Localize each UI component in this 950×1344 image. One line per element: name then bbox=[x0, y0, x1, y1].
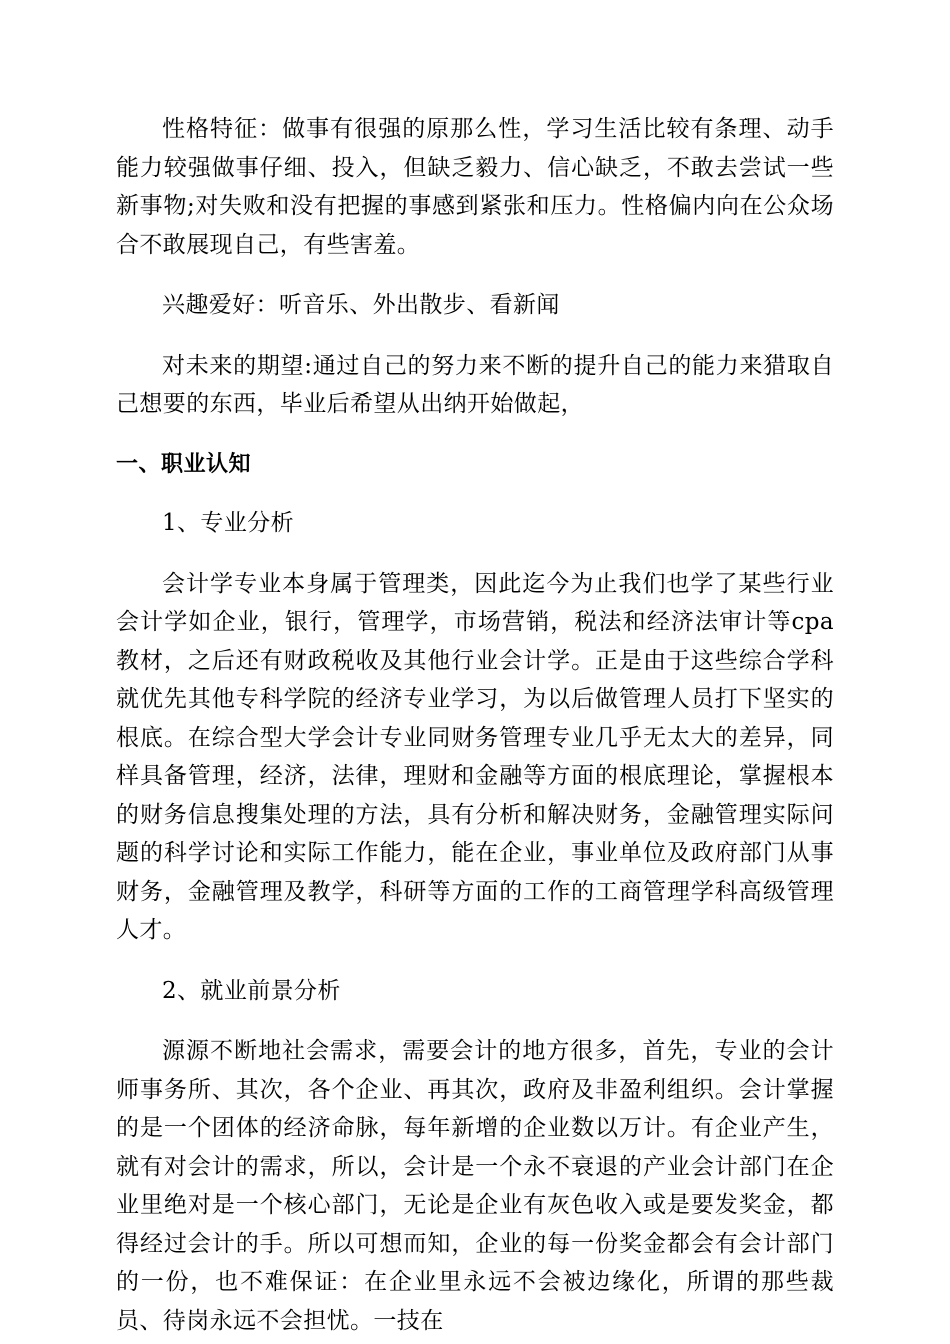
employment-outlook-paragraph: 源源不断地社会需求，需要会计的地方很多，首先，专业的会计师事务所、其次，各个企业、再其次，政府及非盈利组织。会计掌握的是一个团体的经济命脉，每年新增的企业数以万计。有企业产生，就有对会计的需求，所以，会计是一个永不衰退的产业会计部门在企业里绝对是一个核心部门，无论是企业有灰色收入或是要发奖金，都得经过会计的手。所以可想而知，企业的每一份奖金都会有会计部门的一份，也不难保证：在企业里永远不会被边缘化，所谓的那些裁员、待岗永远不会担忧。一技在 bbox=[116, 1038, 834, 1334]
section-heading-career-cognition: 一、职业认知 bbox=[116, 451, 252, 477]
expectation-paragraph: 对未来的期望:通过自己的努力来不断的提升自己的能力来猎取自己想要的东西，毕业后希望从出纳开始做起， bbox=[116, 352, 834, 417]
document-body bbox=[116, 110, 834, 1340]
subsection-title-major-analysis: 1、专业分析 bbox=[162, 510, 295, 536]
hobbies-paragraph: 兴趣爱好：听音乐、外出散步、看新闻 bbox=[162, 292, 560, 318]
major-analysis-paragraph: 会计学专业本身属于管理类，因此迄今为止我们也学了某些行业会计学如企业，银行，管理学，市场营销，税法和经济法审计等cpa教材，之后还有财政税收及其他行业会计学。正是由于这些综合学科就优先其他专科学院的经济专业学习，为以后做管理人员打下坚实的根底。在综合型大学会计专业同财务管理专业几乎无太大的差异，同样具备管理，经济，法律，理财和金融等方面的根底理论，掌握根本的财务信息搜集处理的方法，具有分析和解决财务，金融管理实际问题的科学讨论和实际工作能力，能在企业，事业单位及政府部门从事财务，金融管理及教学，科研等方面的工作的工商管理学科高级管理人才。 bbox=[116, 570, 834, 943]
subsection-title-employment-outlook: 2、就业前景分析 bbox=[162, 977, 341, 1004]
personality-paragraph: 性格特征：做事有很强的原那么性，学习生活比较有条理、动手能力较强做事仔细、投入，但缺乏毅力、信心缺乏，不敢去尝试一些新事物;对失败和没有把握的事感到紧张和压力。性格偏内向在公众场合不敢展现自己，有些害羞。 bbox=[116, 116, 834, 258]
